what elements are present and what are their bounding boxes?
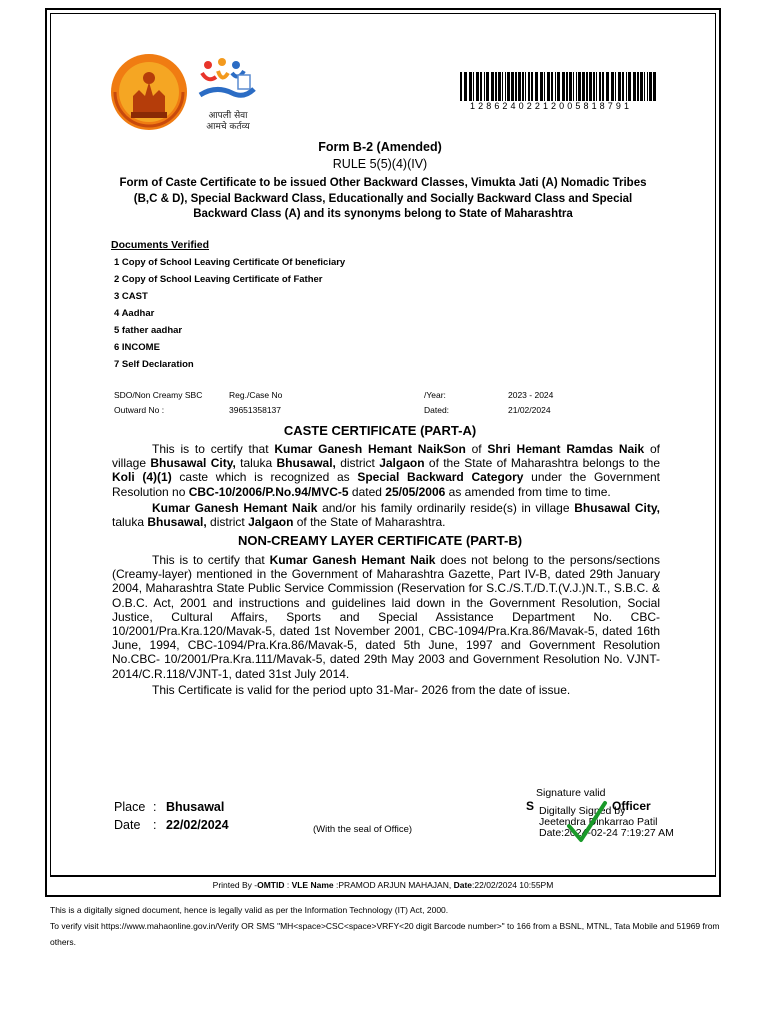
barcode-bar — [644, 72, 645, 101]
barcode-bar — [653, 72, 656, 101]
barcode-bar — [611, 72, 614, 101]
barcode-bar — [637, 72, 639, 101]
signature-valid-label: Signature valid — [536, 787, 606, 799]
barcode-bar — [618, 72, 621, 101]
barcode-bar — [473, 72, 474, 101]
dated-value: 21/02/2024 — [508, 405, 551, 415]
year-label: /Year: — [424, 390, 446, 400]
barcode-bar — [480, 72, 482, 101]
barcode-bar — [515, 72, 517, 101]
outward-value: 39651358137 — [229, 405, 282, 415]
document-item: 5 father aadhar — [114, 325, 183, 336]
document-item: 2 Copy of School Leaving Certificate of Father — [114, 274, 323, 285]
barcode-bar — [555, 72, 556, 101]
legal-note: This is a digitally signed document, hence is legally valid as per the Information Technology (IT) Act, 2000. — [50, 905, 449, 915]
place-label: Place — [114, 800, 146, 814]
digitally-signed-label: Digitally Signed by — [539, 805, 626, 817]
barcode-bar — [602, 72, 604, 101]
printed-by-line: Printed By -OMTID : VLE Name :PRAMOD ARJUN MAHAJAN, Date:22/02/2024 10:55PM — [212, 880, 554, 890]
barcode-bar — [593, 72, 595, 101]
barcode-bar — [484, 72, 485, 101]
barcode-bar — [511, 72, 514, 101]
tagline-line-1: आपली सेवा — [208, 111, 248, 121]
barcode-bar — [557, 72, 560, 101]
sign-date: Date:2024-02-24 7:19:27 AM — [539, 827, 674, 839]
date-colon: : — [153, 818, 157, 832]
date-value: 22/02/2024 — [166, 818, 229, 832]
officer-initial: S — [526, 799, 535, 813]
barcode-bar — [525, 72, 526, 101]
document-item: 6 INCOME — [114, 342, 160, 353]
barcode-bar — [486, 72, 489, 101]
barcode-bar — [615, 72, 616, 101]
document-item: 1 Copy of School Leaving Certificate Of beneficiary — [114, 257, 346, 268]
part-b-heading: NON-CREAMY LAYER CERTIFICATE (PART-B) — [237, 533, 523, 548]
form-title: Form B-2 (Amended) — [318, 140, 442, 154]
tagline-line-2: आमचे कर्तव्य — [206, 122, 250, 132]
document-item: 7 Self Declaration — [114, 359, 194, 370]
barcode-bar — [628, 72, 631, 101]
barcode-bar — [505, 72, 506, 101]
maharashtra-emblem-icon — [109, 52, 189, 132]
year-value: 2023 - 2024 — [508, 390, 554, 400]
place-value: Bhusawal — [166, 800, 225, 814]
aapli-seva-tagline — [196, 111, 260, 133]
barcode-bar — [551, 72, 553, 101]
barcode-bar — [569, 72, 572, 101]
barcode-bar — [622, 72, 624, 101]
barcode-bar — [573, 72, 574, 101]
barcode-bar — [460, 72, 462, 101]
barcode-bar — [476, 72, 479, 101]
barcode-bar — [535, 72, 538, 101]
reg-case-label: Reg./Case No — [229, 390, 283, 400]
barcode-bar — [498, 72, 501, 101]
barcode-bar — [633, 72, 636, 101]
officer-label: Officer — [612, 799, 651, 813]
part-a-paragraph-1: This is to certify that Kumar Ganesh Hemant NaikSon of Shri Hemant Ramdas Naik of village Bhusawal City, taluka Bhusawal, district Jalgaon of the State of Maharashtra belongs to the Koli (4)(1) caste which is recognized as Special Backward Category under the Government Resolution no CBC-10/2006/P.No.94/MVC-5 dated 25/05/2006 as amended from time to time. — [112, 442, 660, 499]
barcode-bar — [599, 72, 601, 101]
dated-label: Dated: — [424, 405, 450, 415]
barcode-bar — [491, 72, 494, 101]
barcode-bar — [562, 72, 565, 101]
date-label: Date — [114, 818, 141, 832]
barcode-bar — [606, 72, 609, 101]
barcode-bar — [522, 72, 524, 101]
barcode — [458, 72, 658, 101]
place-colon: : — [153, 800, 157, 814]
barcode-bar — [531, 72, 533, 101]
part-b-paragraph: This is to certify that Kumar Ganesh Hemant Naik does not belong to the persons/sections (Creamy-layer) mentioned in the Government of Maharashtra Gazette, Part IV-B, dated 29th January 2004, Maharashtra State Public Service Commission (Reservation for S.C./S.T./D.T.(V.J.)N.T., S.B.C. & O.B.C. Act, 2001 and instructions and guidelines laid down in the Government Resolution, Social Justice, Cultural Affairs, Sports and Special Assistance Department No. CBC-10/2001/Pra.Kra.120/Mavak-5, dated 1st November 2001, CBC-1094/Pra.Kra.86/Mavak-5, dated 16th June, 1994, CBC-1094/Pra.Kra.86/Mavak-5, dated 5th June, 1997 and Government Resolution No.CBC- 10/2001/Pra.Kra.111/Mavak-5, dated 29th May 2003 and Government Resolution No. VJNT-2014/C.R.118/VJNT-1, dated 31st July 2014. — [112, 553, 660, 681]
document-item: 3 CAST — [114, 291, 148, 302]
barcode-bar — [589, 72, 592, 101]
barcode-bar — [464, 72, 467, 101]
document-item: 4 Aadhar — [114, 308, 155, 319]
aapli-seva-logo-icon — [196, 55, 256, 107]
barcode-bar — [596, 72, 597, 101]
barcode-bar — [528, 72, 530, 101]
barcode-bar — [495, 72, 497, 101]
part-a-heading: CASTE CERTIFICATE (PART-A) — [283, 423, 477, 438]
form-rule: RULE 5(5)(4)(IV) — [332, 157, 428, 171]
barcode-bar — [626, 72, 627, 101]
documents-verified-heading: Documents Verified — [111, 239, 210, 251]
barcode-bar — [507, 72, 510, 101]
barcode-bar — [649, 72, 652, 101]
form-description: Form of Caste Certificate to be issued Other Backward Classes, Vimukta Jati (A) Nomadic Tribes (B,C & D), Special Backward Class, Educationally and Socially Backward Class and Special Backward Class (A) and its synonyms belong to State of Maharashtra — [119, 177, 647, 220]
signer-name: Jeetendra Dinkarrao Patil — [539, 816, 658, 828]
office-label: SDO/Non Creamy SBC — [114, 390, 203, 400]
barcode-bar — [582, 72, 585, 101]
validity-text: This Certificate is valid for the period upto 31-Mar- 2026 from the date of issue. — [152, 683, 571, 697]
barcode-bar — [578, 72, 581, 101]
verify-note: To verify visit https://www.mahaonline.gov.in/Verify OR SMS "MH<space>CSC<space>VRFY<20 digit Barcode number>" to 166 from a BSNL, MTNL, Tata Mobile and 51969 from others. — [50, 921, 720, 947]
barcode-number: 12862402212005818791 — [470, 101, 633, 111]
barcode-bar — [566, 72, 568, 101]
barcode-bar — [544, 72, 545, 101]
outward-label: Outward No : — [114, 405, 165, 415]
seal-note: (With the seal of Office) — [313, 824, 413, 835]
barcode-bar — [647, 72, 648, 101]
barcode-bar — [540, 72, 543, 101]
barcode-bar — [586, 72, 588, 101]
part-a-paragraph-2: Kumar Ganesh Hemant Naik and/or his family ordinarily reside(s) in village Bhusawal City, taluka Bhusawal, district Jalgaon of the State of Maharashtra. — [112, 501, 661, 530]
barcode-bar — [547, 72, 550, 101]
signature-valid-check-icon — [566, 800, 608, 844]
barcode-bar — [640, 72, 643, 101]
barcode-bar — [518, 72, 521, 101]
barcode-bar — [502, 72, 503, 101]
barcode-bar — [469, 72, 472, 101]
barcode-bar — [576, 72, 577, 101]
